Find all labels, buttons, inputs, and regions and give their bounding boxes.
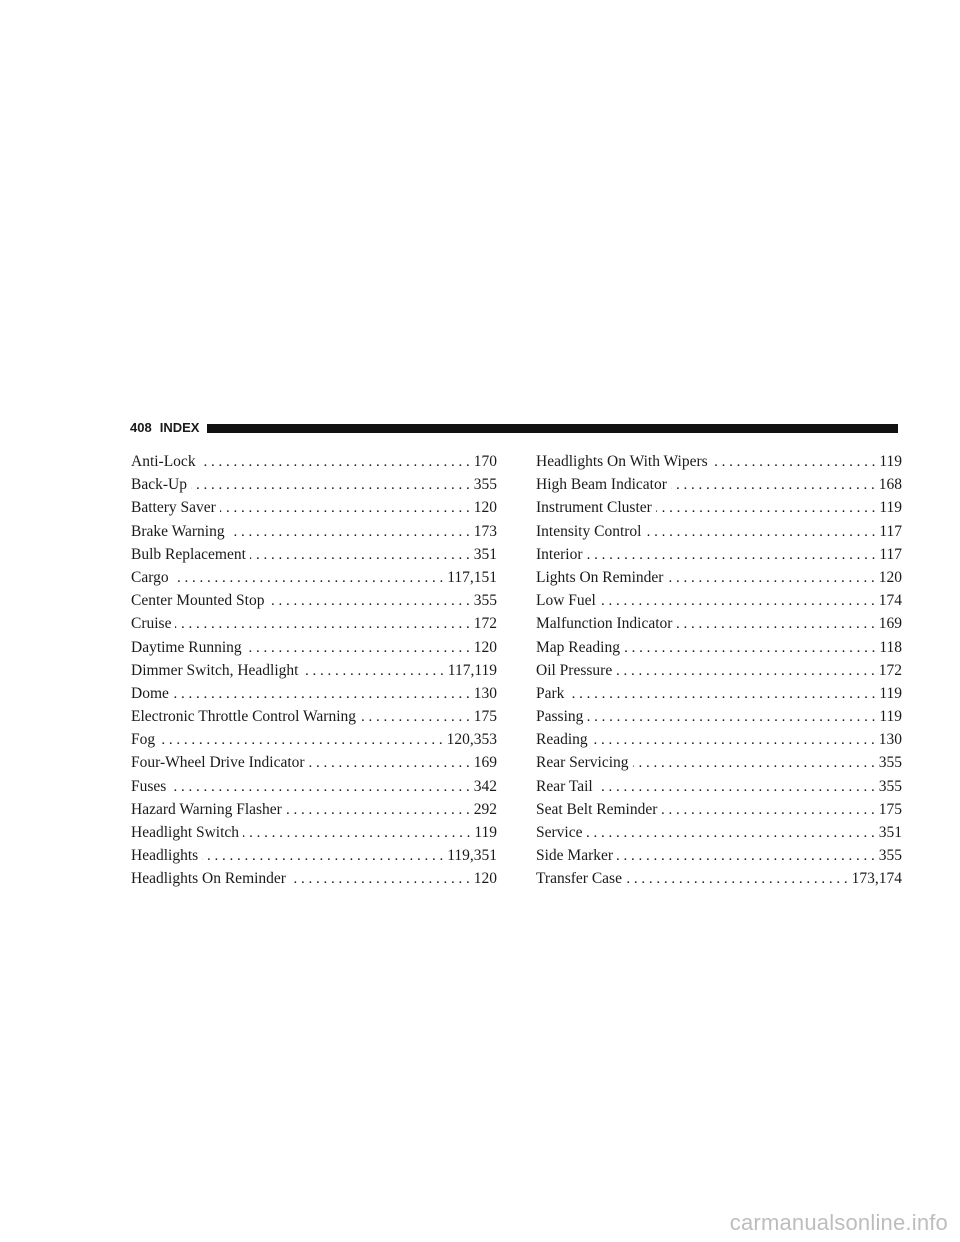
index-entry bbox=[131, 543, 497, 566]
entry-term: Lights On Reminder bbox=[536, 568, 664, 586]
index-entry bbox=[131, 589, 497, 612]
index-entry bbox=[131, 636, 497, 659]
entry-pages: 120 bbox=[473, 638, 497, 656]
dot-leader bbox=[667, 567, 874, 590]
index-column-right bbox=[536, 450, 902, 891]
index-entry bbox=[131, 728, 497, 751]
header-rule bbox=[207, 424, 898, 433]
entry-term: Seat Belt Reminder bbox=[536, 800, 658, 818]
index-entry bbox=[536, 659, 902, 682]
index-entry bbox=[536, 566, 902, 589]
entry-pages: 117 bbox=[879, 545, 902, 563]
index-entry bbox=[131, 496, 497, 519]
entry-pages: 120 bbox=[473, 499, 497, 517]
entry-term: Headlights On Reminder bbox=[131, 870, 286, 888]
entry-term: Instrument Cluster bbox=[536, 499, 652, 517]
index-entry bbox=[131, 821, 497, 844]
entry-pages: 119 bbox=[474, 824, 497, 841]
dot-leader bbox=[656, 497, 876, 520]
entry-term: Intensity Control bbox=[536, 522, 642, 540]
entry-pages: 355 bbox=[878, 777, 902, 795]
index-entry bbox=[131, 612, 497, 635]
dot-leader bbox=[712, 451, 876, 474]
entry-term: Anti-Lock bbox=[131, 453, 196, 470]
dot-leader bbox=[302, 660, 443, 683]
entry-pages: 292 bbox=[473, 800, 497, 818]
entry-term: Park bbox=[536, 684, 565, 702]
dot-leader bbox=[268, 590, 469, 613]
dot-leader bbox=[676, 613, 874, 636]
entry-term: Low Fuel bbox=[536, 592, 596, 610]
entry-pages: 175 bbox=[473, 708, 497, 726]
index-entry bbox=[536, 450, 902, 473]
entry-pages: 119 bbox=[879, 499, 902, 517]
entry-term: Brake Warning bbox=[131, 522, 225, 540]
index-entry bbox=[131, 473, 497, 496]
dot-leader bbox=[159, 729, 443, 752]
entry-pages: 170 bbox=[473, 453, 497, 470]
entry-pages: 120 bbox=[878, 568, 902, 586]
watermark: carmanualsonline.info bbox=[729, 1210, 948, 1235]
index-entry bbox=[536, 705, 902, 728]
index-entry bbox=[131, 705, 497, 728]
dot-leader bbox=[200, 451, 470, 474]
dot-leader bbox=[633, 752, 875, 775]
entry-pages: 168 bbox=[878, 476, 902, 494]
entry-pages: 355 bbox=[878, 754, 902, 772]
entry-pages: 169 bbox=[473, 754, 497, 772]
entry-term: Cruise bbox=[131, 615, 172, 633]
entry-term: Map Reading bbox=[536, 638, 620, 656]
index-entry bbox=[536, 636, 902, 659]
entry-pages: 119 bbox=[879, 453, 902, 470]
dot-leader bbox=[626, 868, 848, 891]
entry-pages: 173,174 bbox=[851, 870, 902, 888]
entry-term: Interior bbox=[536, 545, 583, 563]
dot-leader bbox=[568, 683, 875, 706]
entry-term: Fog bbox=[131, 731, 156, 749]
dot-leader bbox=[202, 845, 443, 868]
section-title: INDEX bbox=[159, 420, 200, 435]
index-entry bbox=[536, 798, 902, 821]
entry-term: Headlights bbox=[131, 847, 199, 865]
dot-leader bbox=[592, 729, 875, 752]
index-entry bbox=[536, 844, 902, 867]
index-entry bbox=[131, 450, 497, 473]
index-entry bbox=[536, 520, 902, 543]
entry-term: Hazard Warning Flasher bbox=[131, 800, 282, 818]
entry-term: Reading bbox=[536, 731, 588, 749]
entry-term: Battery Saver bbox=[131, 499, 216, 517]
entry-pages: 169 bbox=[878, 615, 902, 633]
entry-pages: 173 bbox=[473, 522, 497, 540]
entry-term: Service bbox=[536, 824, 583, 841]
entry-term: Headlight Switch bbox=[131, 824, 240, 841]
entry-term: Oil Pressure bbox=[536, 661, 613, 679]
index-entry bbox=[131, 775, 497, 798]
dot-leader bbox=[624, 637, 875, 660]
dot-leader bbox=[597, 776, 875, 799]
entry-term: Transfer Case bbox=[536, 870, 622, 888]
entry-term: Back-Up bbox=[131, 476, 187, 494]
index-entry bbox=[536, 682, 902, 705]
dot-leader bbox=[600, 590, 875, 613]
dot-leader bbox=[175, 613, 469, 636]
index-entry bbox=[536, 728, 902, 751]
entry-pages: 355 bbox=[473, 476, 497, 494]
dot-leader bbox=[173, 567, 444, 590]
dot-leader bbox=[250, 544, 470, 567]
entry-pages: 119,351 bbox=[447, 847, 497, 865]
index-entry bbox=[536, 775, 902, 798]
entry-term: Bulb Replacement bbox=[131, 545, 246, 563]
index-entry bbox=[536, 612, 902, 635]
entry-pages: 120 bbox=[473, 870, 497, 888]
dot-leader bbox=[360, 706, 470, 729]
entry-pages: 130 bbox=[878, 731, 902, 749]
index-entry bbox=[131, 798, 497, 821]
entry-pages: 355 bbox=[878, 847, 902, 865]
entry-term: Malfunction Indicator bbox=[536, 615, 673, 633]
entry-pages: 172 bbox=[878, 661, 902, 679]
entry-term: Four-Wheel Drive Indicator bbox=[131, 754, 305, 772]
entry-term: High Beam Indicator bbox=[536, 476, 667, 494]
entry-term: Electronic Throttle Control Warning bbox=[131, 708, 357, 726]
entry-term: Headlights On With Wipers bbox=[536, 453, 708, 470]
entry-pages: 117,151 bbox=[447, 568, 497, 586]
dot-leader bbox=[191, 474, 470, 497]
entry-pages: 117 bbox=[879, 522, 902, 540]
page-number: 408 bbox=[130, 420, 152, 435]
index-entry bbox=[536, 496, 902, 519]
dot-leader bbox=[173, 683, 470, 706]
dot-leader bbox=[586, 544, 875, 567]
dot-leader bbox=[170, 776, 469, 799]
entry-term: Passing bbox=[536, 708, 584, 726]
entry-pages: 175 bbox=[878, 800, 902, 818]
entry-term: Dome bbox=[131, 684, 169, 702]
dot-leader bbox=[220, 497, 470, 520]
entry-pages: 118 bbox=[879, 638, 902, 656]
dot-leader bbox=[246, 637, 470, 660]
entry-pages: 119 bbox=[879, 708, 902, 726]
entry-pages: 130 bbox=[473, 684, 497, 702]
index-entry bbox=[536, 473, 902, 496]
page-header bbox=[130, 418, 898, 438]
index-entry bbox=[131, 867, 497, 890]
entry-pages: 119 bbox=[879, 684, 902, 702]
dot-leader bbox=[286, 799, 470, 822]
entry-pages: 351 bbox=[878, 824, 902, 841]
index-entry bbox=[131, 520, 497, 543]
index-column-left bbox=[131, 450, 497, 891]
entry-term: Rear Servicing bbox=[536, 754, 629, 772]
entry-pages: 355 bbox=[473, 592, 497, 610]
index-entry bbox=[536, 751, 902, 774]
dot-leader bbox=[309, 752, 470, 775]
index-entry bbox=[536, 543, 902, 566]
entry-pages: 120,353 bbox=[446, 731, 497, 749]
entry-term: Side Marker bbox=[536, 847, 614, 865]
index-entry bbox=[536, 821, 902, 844]
entry-pages: 351 bbox=[473, 545, 497, 563]
dot-leader bbox=[229, 521, 470, 544]
entry-pages: 117,119 bbox=[447, 661, 497, 679]
dot-leader bbox=[616, 660, 875, 683]
index-entry bbox=[131, 751, 497, 774]
dot-leader bbox=[645, 521, 875, 544]
entry-term: Fuses bbox=[131, 777, 167, 795]
index-entry bbox=[131, 682, 497, 705]
entry-term: Center Mounted Stop bbox=[131, 592, 265, 610]
entry-term: Daytime Running bbox=[131, 638, 242, 656]
dot-leader bbox=[243, 822, 470, 845]
dot-leader bbox=[586, 822, 874, 845]
entry-pages: 174 bbox=[878, 592, 902, 610]
index-entry bbox=[536, 867, 902, 890]
entry-term: Cargo bbox=[131, 568, 169, 586]
dot-leader bbox=[587, 706, 875, 729]
index-entry bbox=[536, 589, 902, 612]
index-entry bbox=[131, 659, 497, 682]
entry-pages: 342 bbox=[473, 777, 497, 795]
dot-leader bbox=[617, 845, 875, 868]
index-entry bbox=[131, 566, 497, 589]
dot-leader bbox=[290, 868, 470, 891]
dot-leader bbox=[661, 799, 874, 822]
entry-pages: 172 bbox=[473, 615, 497, 633]
entry-term: Rear Tail bbox=[536, 777, 593, 795]
dot-leader bbox=[671, 474, 875, 497]
entry-term: Dimmer Switch, Headlight bbox=[131, 661, 299, 679]
index-entry bbox=[131, 844, 497, 867]
